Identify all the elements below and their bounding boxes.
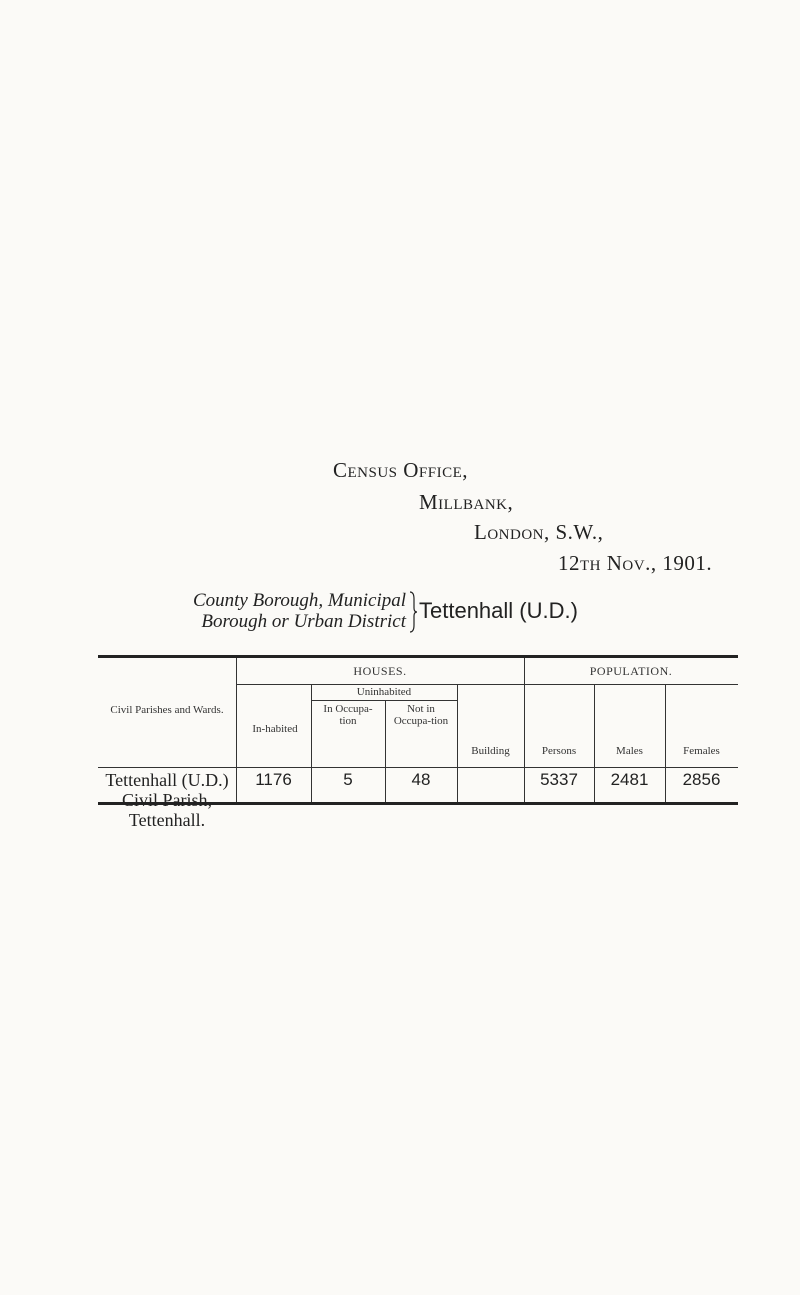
table-header-rule <box>98 767 738 768</box>
header-males: Males <box>616 745 643 757</box>
row-parish-name: Tettenhall (U.D.) Civil Parish, Tettenhall. <box>105 770 229 830</box>
district-label-line1: County Borough, Municipal <box>192 590 406 611</box>
header-uninhabited: Uninhabited <box>356 686 412 698</box>
cell-persons: 5337 <box>540 770 578 789</box>
header-population: POPULATION. <box>589 664 673 678</box>
cell-not-in-occupation: 48 <box>411 770 431 789</box>
district-label <box>130 590 406 632</box>
cell-females: 2856 <box>682 770 721 789</box>
header-not-in-occupation: Not in Occupa-tion <box>393 703 449 727</box>
census-table <box>98 655 738 830</box>
address-line-date: 12th Nov., 1901. <box>558 551 713 575</box>
header-inhabited: In-habited <box>252 723 298 735</box>
cell-males: 2481 <box>610 770 649 789</box>
col-divider <box>457 684 458 802</box>
cell-inhabited: 1176 <box>255 770 292 789</box>
header-in-occupation: In Occupa-tion <box>323 703 373 727</box>
header-building: Building <box>471 745 510 757</box>
header-persons: Persons <box>541 745 577 757</box>
district-name: Tettenhall (U.D.) <box>419 598 578 623</box>
group-rule <box>236 684 738 685</box>
table-top-rule <box>98 655 738 658</box>
district-heading <box>130 590 730 636</box>
district-label-line2: Borough or Urban District <box>201 611 406 632</box>
header-parishes: Civil Parishes and Wards. <box>110 704 224 716</box>
uninhabited-rule <box>311 700 457 701</box>
brace-icon <box>409 591 418 633</box>
header-houses: HOUSES. <box>353 664 407 678</box>
cell-in-occupation: 5 <box>343 770 353 789</box>
address-line-street: Millbank, <box>419 490 514 514</box>
address-line-office: Census Office, <box>333 458 469 482</box>
address-line-city: London, S.W., <box>474 520 604 544</box>
header-females: Females <box>683 745 720 757</box>
